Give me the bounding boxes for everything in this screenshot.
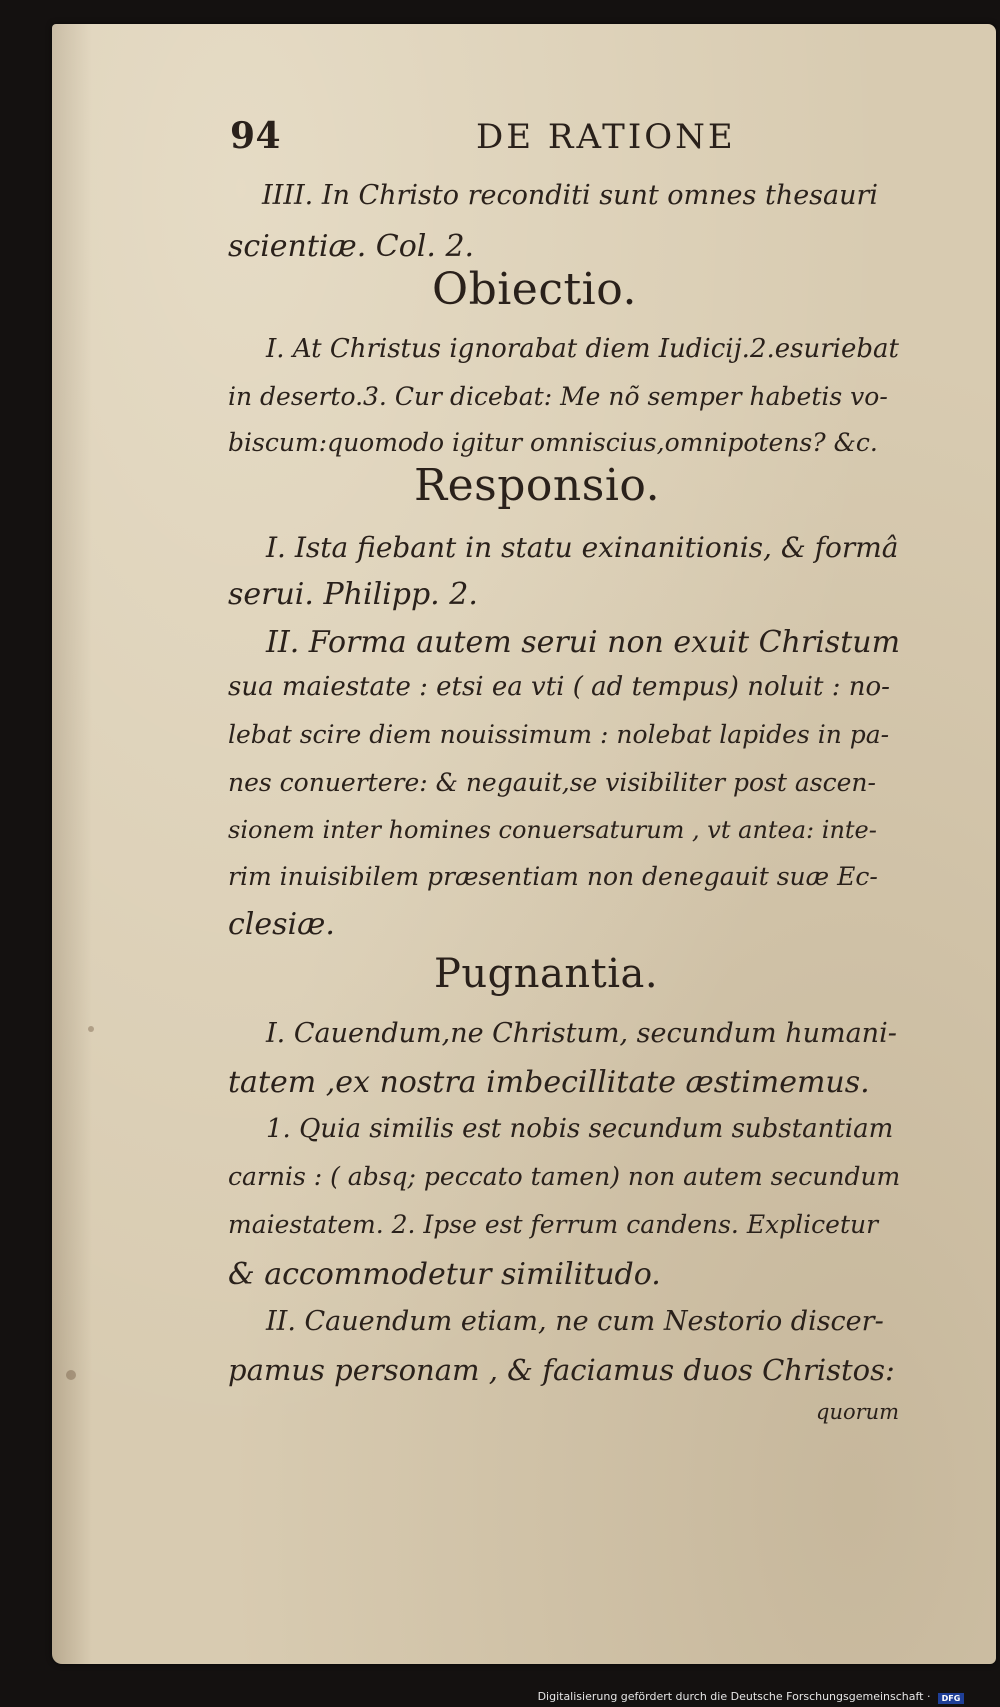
footer-credit: Digitalisierung gefördert durch die Deutsche Forschungsgemeinschaft · DFG xyxy=(538,1690,964,1704)
text-line: maiestatem. 2. Ipse est ferrum candens. Explicetur xyxy=(228,1210,879,1239)
catchword: quorum xyxy=(816,1400,900,1424)
running-head: DE RATIONE xyxy=(476,117,736,157)
section-heading: Responsio. xyxy=(414,460,661,511)
section-heading: Obiectio. xyxy=(432,264,637,315)
ink-spot xyxy=(66,1370,76,1380)
text-line: in deserto.3. Cur dicebat: Me nõ semper habetis vo- xyxy=(228,382,888,411)
footer-text: Digitalisierung gefördert durch die Deutsche Forschungsgemeinschaft xyxy=(537,1690,924,1703)
text-line: II. Cauendum etiam, ne cum Nestorio discer- xyxy=(266,1306,884,1337)
text-line: sionem inter homines conuersaturum , vt antea: inte- xyxy=(228,816,877,844)
text-line: nes conuertere: & negauit,se visibiliter post ascen- xyxy=(228,768,876,797)
dfg-logo: DFG xyxy=(938,1693,964,1704)
text-line: I. At Christus ignorabat diem Iudicij.2.esuriebat xyxy=(266,334,899,364)
text-line: lebat scire diem nouissimum : nolebat lapides in pa- xyxy=(228,720,890,749)
text-line: carnis : ( absq; peccato tamen) non autem secundum xyxy=(228,1162,901,1191)
text-line: serui. Philipp. 2. xyxy=(228,577,478,612)
text-line: 1. Quia similis est nobis secundum substantiam xyxy=(266,1114,894,1144)
text-line: II. Forma autem serui non exuit Christum xyxy=(266,625,901,660)
text-line: biscum:quomodo igitur omniscius,omnipotens? &c. xyxy=(228,428,878,457)
text-line: clesiæ. xyxy=(228,907,335,942)
text-line: I. Cauendum,ne Christum, secundum humani- xyxy=(266,1018,897,1049)
ink-spot xyxy=(88,1026,94,1032)
text-line: sua maiestate : etsi ea vti ( ad tempus) noluit : no- xyxy=(228,672,890,702)
text-line: I. Ista fiebant in statu exinanitionis, & formâ xyxy=(266,531,899,564)
text-line: pamus personam , & faciamus duos Christos: xyxy=(228,1353,895,1387)
section-heading: Pugnantia. xyxy=(434,951,659,997)
text-line: & accommodetur similitudo. xyxy=(228,1257,661,1292)
text-line: scientiæ. Col. 2. xyxy=(228,229,475,264)
text-line: tatem ,ex nostra imbecillitate æstimemus. xyxy=(228,1065,870,1100)
text-line: rim inuisibilem præsentiam non denegauit suæ Ec- xyxy=(228,862,878,891)
text-line: IIII. In Christo reconditi sunt omnes thesauri xyxy=(262,180,879,211)
page-number: 94 xyxy=(230,115,282,157)
book-page xyxy=(52,24,996,1664)
